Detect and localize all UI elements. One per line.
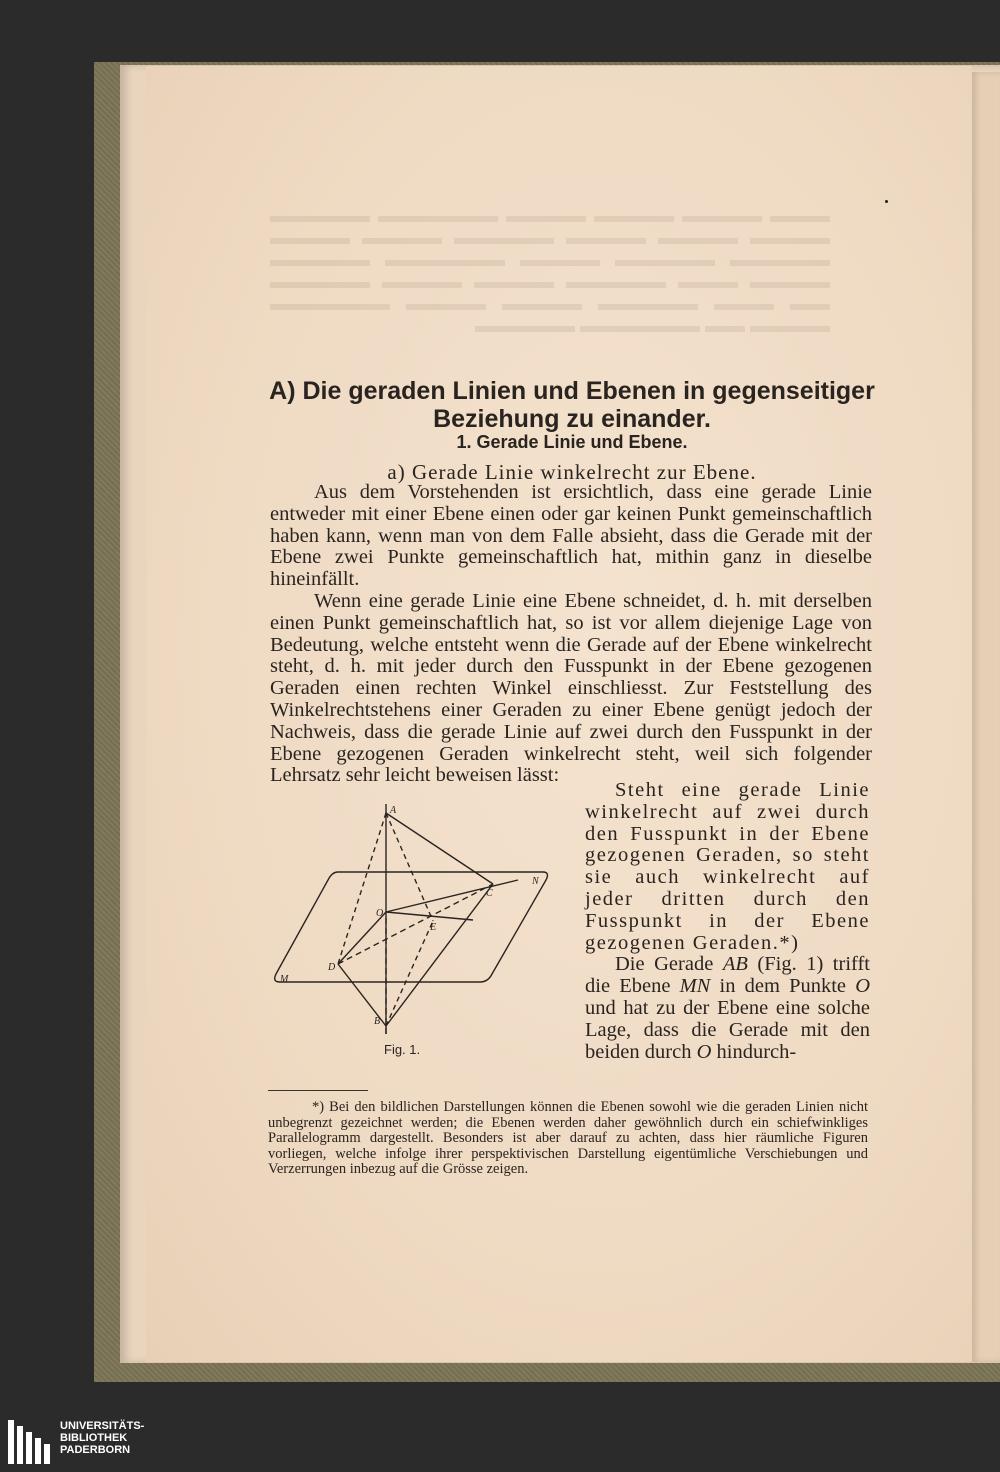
speck bbox=[885, 200, 888, 203]
label-n: N bbox=[532, 876, 539, 887]
footnote-text: *) Bei den bildlichen Darstellungen können die Ebenen sowohl wie die geraden Linien nicht unbegrenzt gezeichnet werden; die Ebenen werden daher gewöhnlich durch ein schiefwinkliges Parallelogramm dargestellt. Besonders ist aber darauf zu achten, dass hier räumliche Figuren vorliegen, welche infolge ihrer perspektivischen Darstellung eigentümliche Verschiebungen und Verzerrungen inbezug auf die Grösse zeigen. bbox=[268, 1099, 868, 1178]
paragraph-1: Aus dem Vorstehenden ist ersichtlich, dass eine gerade Linie entweder mit einer Ebene einen oder gar keinen Punkt gemeinschaftlich haben kann, wenn man von dem Falle absieht, dass die Gerade mit der Ebene zwei Punkte gemeinschaftlich hat, mithin ganz in dieselbe hineinfällt. bbox=[270, 481, 872, 591]
library-name: UNIVERSITÄTS- BIBLIOTHEK PADERBORN bbox=[60, 1420, 145, 1456]
footnote bbox=[268, 1100, 868, 1178]
label-o: O bbox=[376, 908, 384, 919]
label-b: B bbox=[374, 1016, 381, 1027]
figure-caption: Fig. 1. bbox=[384, 1042, 421, 1057]
label-e: E bbox=[430, 922, 437, 933]
line-oc bbox=[386, 880, 518, 912]
subsection-title: a) Gerade Linie winkelrecht zur Ebene. bbox=[387, 460, 757, 484]
label-a: A bbox=[390, 805, 397, 816]
right-column-text bbox=[585, 780, 870, 1063]
section-title: 1. Gerade Linie und Ebene. bbox=[456, 432, 688, 452]
body-text bbox=[270, 482, 872, 787]
continuation-text: Die Gerade AB (Fig. 1) trifft die Ebene MN in dem Punkte O und hat zu der Ebene eine solche Lage, dass die Gerade mit den beiden durch O hindurch- bbox=[585, 953, 871, 1063]
label-d: D bbox=[328, 962, 336, 973]
label-m: M bbox=[280, 974, 289, 985]
footnote-rule bbox=[268, 1090, 368, 1091]
figure-1-diagram bbox=[268, 798, 558, 1066]
facing-page-edge bbox=[972, 72, 1000, 1362]
label-c: C bbox=[486, 888, 493, 899]
theorem-text: Steht eine gerade Linie winkelrecht auf zwei durch den Fusspunkt in der Ebene gezogenen Geraden, so steht sie auch winkelrecht auf jeder dritten durch den Fusspunkt in der Ebene gezogenen Geraden.*) bbox=[585, 779, 870, 954]
chapter-heading-line-2: Beziehung zu einander. bbox=[433, 405, 711, 433]
paragraph-2: Wenn eine gerade Linie eine Ebene schneidet, d. h. mit derselben einen Punkt gemeinschaftlich hat, so ist vor allem diejenige Lage von Bedeutung, welche entsteht wenn die Gerade auf der Ebene winkelrecht steht, d. h. mit jeder durch den Fusspunkt in der Ebene gezogenen Geraden einen rechten Winkel einschliesst. Zur Feststellung des Winkelrechtstehens einer Geraden zu einer Ebene genügt jedoch der Nachweis, dass die gerade Linie auf zwei durch den Fusspunkt in der Ebene gezogenen Geraden winkelrecht steht, weil sich folgender Lehrsatz sehr leicht beweisen lässt: bbox=[270, 589, 872, 787]
chapter-heading-line-1: A) Die geraden Linien und Ebenen in gegenseitiger bbox=[269, 377, 875, 405]
library-logo bbox=[8, 1420, 228, 1464]
library-mark-icon bbox=[8, 1420, 54, 1464]
